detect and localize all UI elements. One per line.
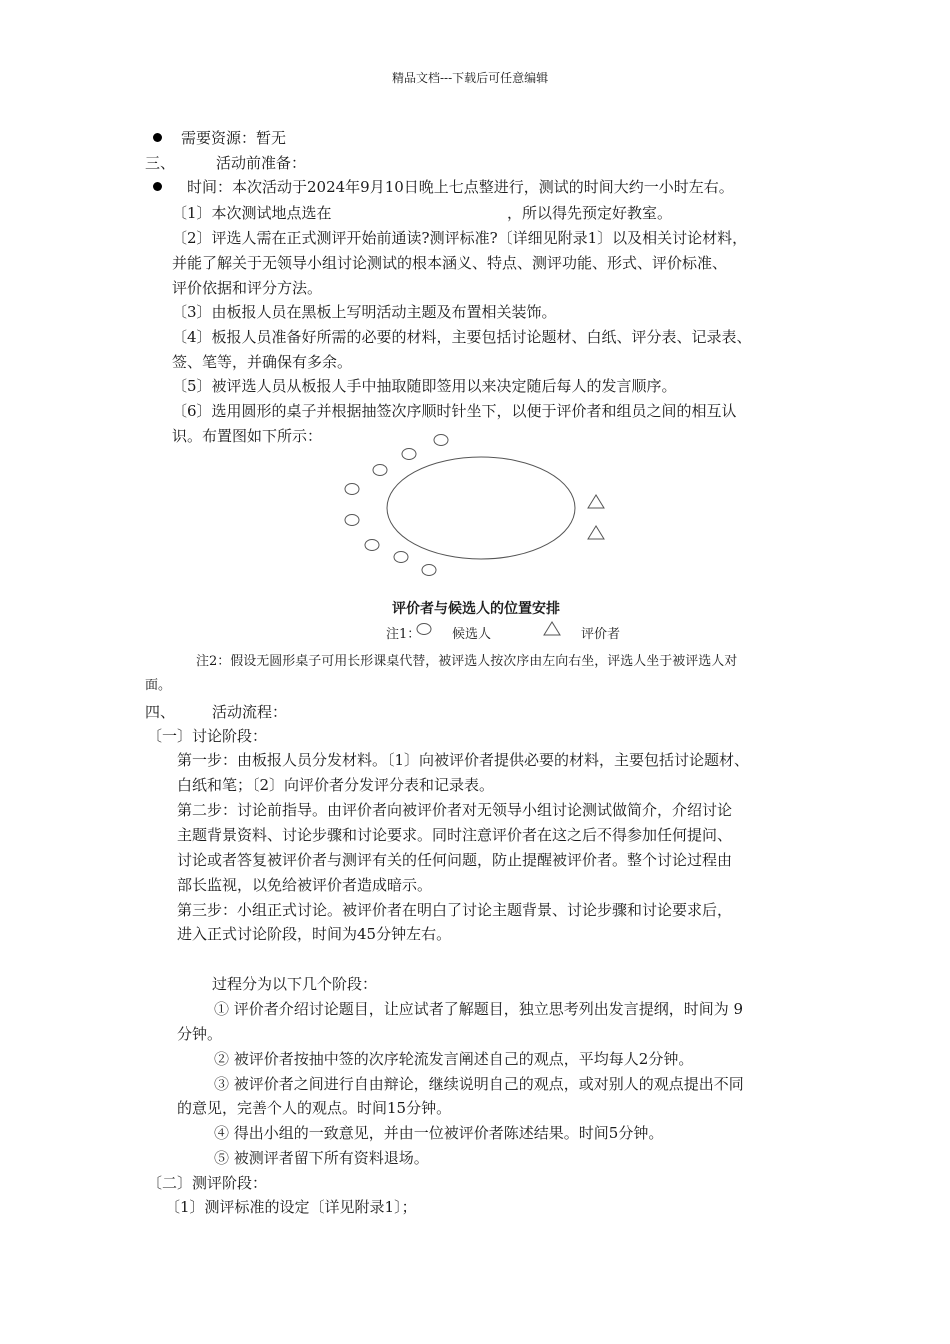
step-2: 第二步：讨论前指导。由评价者向被评价者对无领导小组讨论测试做简介，介绍讨论 [177, 801, 733, 819]
prep-item-6: 〔6〕选用圆形的桌子并根据抽签次序顺时针坐下，以便于评价者和组员之间的相互认 [172, 402, 737, 420]
process-intro: 过程分为以下几个阶段： [212, 975, 378, 993]
phase-1-cont: 分钟。 [177, 1025, 223, 1043]
section-4-number: 四、 [145, 703, 176, 721]
phase-2: ② 被评价者按抽中签的次序轮流发言阐述自己的观点，平均每人2分钟。 [214, 1050, 694, 1068]
phase-3-cont: 的意见，完善个人的观点。时间15分钟。 [177, 1099, 452, 1117]
candidate-seat [394, 552, 408, 563]
candidate-seat [345, 484, 359, 495]
prep-item-6-cont: 识。布置图如下所示： [172, 427, 323, 445]
step-3: 第三步：小组正式讨论。被评价者在明白了讨论主题背景、讨论步骤和讨论要求后， [177, 901, 733, 919]
stage-2-title: 〔二〕测评阶段： [147, 1174, 268, 1192]
stage-1-title: 〔一〕讨论阶段： [147, 727, 268, 745]
candidate-seat [422, 565, 436, 576]
candidate-seat [373, 465, 387, 476]
section-4-title: 活动流程： [212, 703, 288, 721]
phase-1: ① 评价者介绍讨论题目，让应试者了解题目，独立思考列出发言提纲，时间为 9 [214, 1000, 744, 1018]
note-2-cont: 面。 [145, 678, 172, 693]
prep-item-4-cont: 签、笔等，并确保有多余。 [172, 353, 353, 371]
prep-item-3: 〔3〕由板报人员在黑板上写明活动主题及布置相关装饰。 [172, 303, 557, 321]
prep-item-4: 〔4〕板报人员准备好所需的必要的材料，主要包括讨论题材、白纸、评分表、记录表、 [172, 328, 752, 346]
evaluator-seat [588, 495, 604, 508]
stage-2-item-1: 〔1〕测评标准的设定〔详见附录1〕； [165, 1198, 417, 1216]
resources-line: 需要资源：暂无 [181, 129, 287, 147]
note-2: 注2：假设无圆形桌子可用长形课桌代替，被评选人按次序由左向右坐，评选人坐于被评选人对 [196, 654, 738, 669]
prep-item-1a: 〔1〕本次测试地点选在 [172, 204, 332, 222]
legend-candidate: 候选人 [452, 627, 492, 642]
prep-item-2: 〔2〕评选人需在正式测评开始前通读?测评标准?〔详细见附录1〕以及相关讨论材料， [172, 229, 748, 247]
step-2-cont: 讨论或者答复被评价者与测评有关的任何问题，防止提醒被评价者。整个讨论过程由 [177, 851, 733, 869]
prep-item-2-cont: 评价依据和评分方法。 [172, 279, 323, 297]
candidate-seat [402, 449, 416, 460]
time-line: 时间：本次活动于2024年9月10日晚上七点整进行，测试的时间大约一小时左右。 [187, 178, 734, 196]
step-1: 第一步：由板报人员分发材料。〔1〕向被评价者提供必要的材料，主要包括讨论题材、 [177, 751, 750, 769]
step-2-cont: 部长监视，以免给被评价者造成暗示。 [177, 876, 433, 894]
prep-item-2-cont: 并能了解关于无领导小组讨论测试的根本涵义、特点、测评功能、形式、评价标准、 [172, 254, 728, 272]
phase-4: ④ 得出小组的一致意见，并由一位被评价者陈述结果。时间5分钟。 [214, 1124, 664, 1142]
step-3-cont: 进入正式讨论阶段，时间为45分钟左右。 [177, 925, 452, 943]
page-header: 精品文档---下载后可任意编辑 [392, 71, 549, 85]
phase-3: ③ 被评价者之间进行自由辩论，继续说明自己的观点，或对别人的观点提出不同 [214, 1075, 744, 1093]
diagram-caption: 评价者与候选人的位置安排 [392, 601, 560, 617]
prep-item-5: 〔5〕被评选人员从板报人手中抽取随即签用以来决定随后每人的发言顺序。 [172, 377, 677, 395]
step-1-cont: 白纸和笔；〔2〕向评价者分发评分表和记录表。 [177, 776, 495, 794]
phase-5: ⑤ 被测评者留下所有资料退场。 [214, 1149, 429, 1167]
round-table [387, 457, 575, 559]
section-3-number: 三、 [145, 154, 176, 172]
evaluator-legend-icon [544, 622, 560, 635]
section-3-title: 活动前准备： [216, 154, 307, 172]
evaluator-seat [588, 526, 604, 539]
note-1-label: 注1： [386, 627, 421, 642]
legend-evaluator: 评价者 [581, 627, 621, 642]
candidate-seat [345, 515, 359, 526]
prep-item-1b: ，所以得先预定好教室。 [507, 204, 673, 222]
step-2-cont: 主题背景资料、讨论步骤和讨论要求。同时注意评价者在这之后不得参加任何提问、 [177, 826, 733, 844]
candidate-seat [365, 540, 379, 551]
candidate-seat [434, 435, 448, 446]
